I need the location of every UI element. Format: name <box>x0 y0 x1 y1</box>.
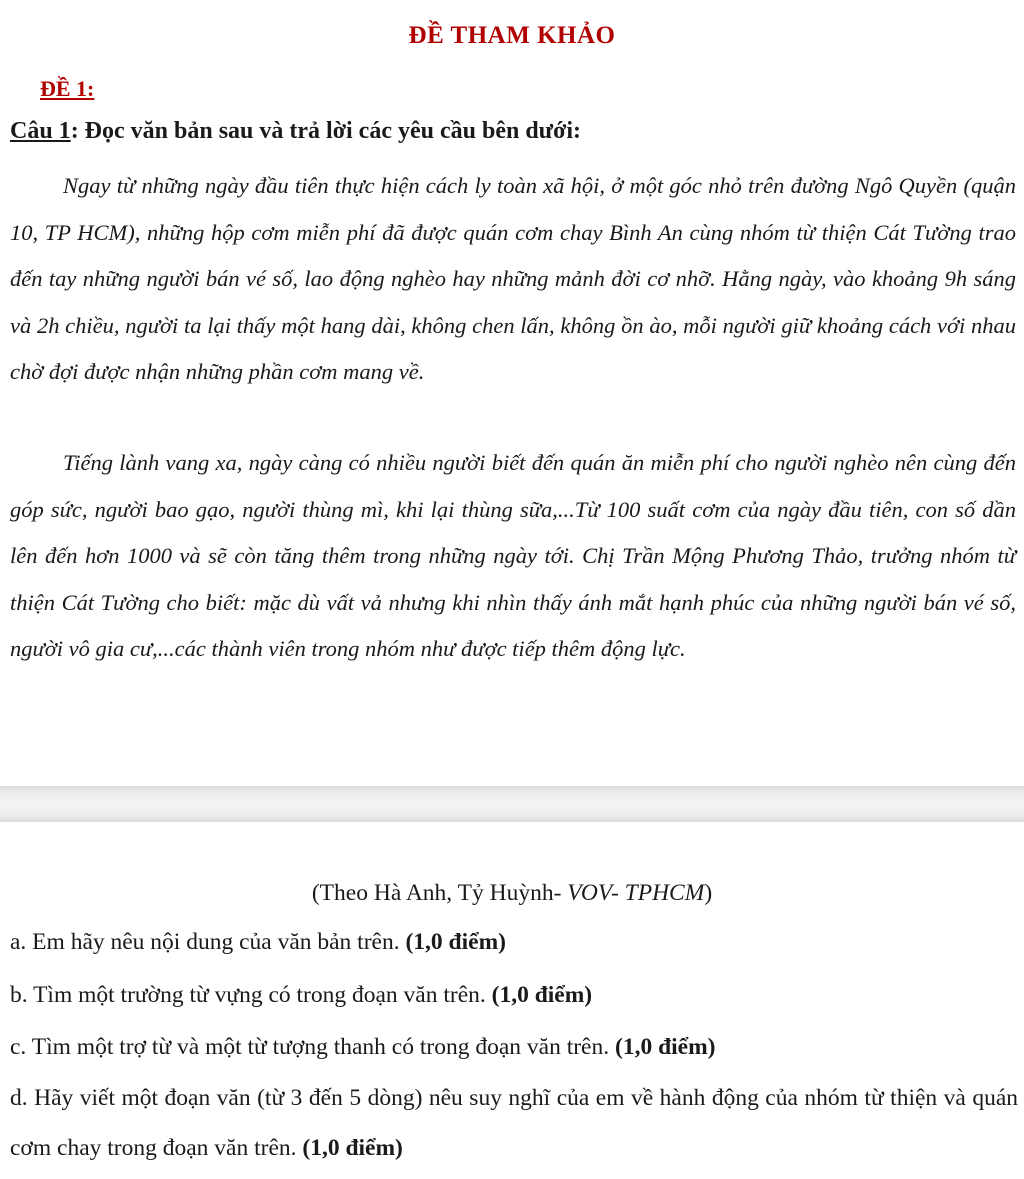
question-item-text: c. Tìm một trợ từ và một từ tượng thanh có trong đoạn văn trên. <box>10 1034 615 1060</box>
question-item-d <box>10 1073 1018 1173</box>
source-prefix: (Theo Hà Anh, Tỷ Huỳnh- <box>311 880 568 906</box>
question-item-c <box>10 1022 1018 1072</box>
question-item-a <box>10 917 1018 967</box>
exam-number-label: ĐỀ 1: <box>40 76 95 101</box>
question-label: Câu 1 <box>10 118 71 144</box>
question-item-score: (1,0 điểm) <box>491 982 593 1008</box>
source-suffix: ) <box>704 880 713 906</box>
question-item-score: (1,0 điểm) <box>615 1034 716 1060</box>
question-item-text: a. Em hãy nêu nội dung của văn bản trên. <box>10 929 406 955</box>
passage-paragraph-1: Ngay từ những ngày đầu tiên thực hiện cách ly toàn xã hội, ở một góc nhỏ trên đường Ngô Quyền (quận 10, TP HCM), những hộp cơm miễn phí đã được quán cơm chay Bình An cùng nhóm từ thiện Cát Tường trao đến tay những người bán vé số, lao động nghèo hay những mảnh đời cơ nhỡ. Hằng ngày, vào khoảng 9h sáng và 2h chiều, người ta lại thấy một hang dài, không chen lấn, không ồn ào, mỗi người giữ khoảng cách với nhau chờ đợi được nhận những phần cơm mang về. <box>10 173 1016 385</box>
source-italic: VOV- TPHCM <box>567 880 705 906</box>
question-instruction: : Đọc văn bản sau và trả lời các yêu cầu bên dưới: <box>70 118 582 144</box>
source-citation <box>0 880 1024 907</box>
question-item-score: (1,0 điểm) <box>405 929 506 955</box>
page-break-divider <box>0 786 1024 822</box>
question-item-b <box>10 970 1018 1020</box>
document-title: ĐỀ THAM KHẢO <box>408 22 616 49</box>
question-item-score: (1,0 điểm) <box>302 1135 403 1161</box>
question-item-text: b. Tìm một trường từ vựng có trong đoạn văn trên. <box>10 982 492 1008</box>
passage-paragraph-2: Tiếng lành vang xa, ngày càng có nhiều người biết đến quán ăn miễn phí cho người nghèo nên cùng đến góp sức, người bao gạo, người thùng mì, khi lại thùng sữa,...Từ 100 suất cơm của ngày đầu tiên, con số dần lên đến hơn 1000 và sẽ còn tăng thêm trong những ngày tới. Chị Trần Mộng Phương Thảo, trưởng nhóm từ thiện Cát Tường cho biết: mặc dù vất vả nhưng khi nhìn thấy ánh mắt hạnh phúc của những người bán vé số, người vô gia cư,...các thành viên trong nhóm như được tiếp thêm động lực. <box>10 450 1016 662</box>
question-heading <box>10 118 581 145</box>
question-item-text: d. Hãy viết một đoạn văn (từ 3 đến 5 dòng) nêu suy nghĩ của em về hành động của nhóm từ thiện và quán cơm chay trong đoạn văn trên. <box>10 1085 1018 1161</box>
